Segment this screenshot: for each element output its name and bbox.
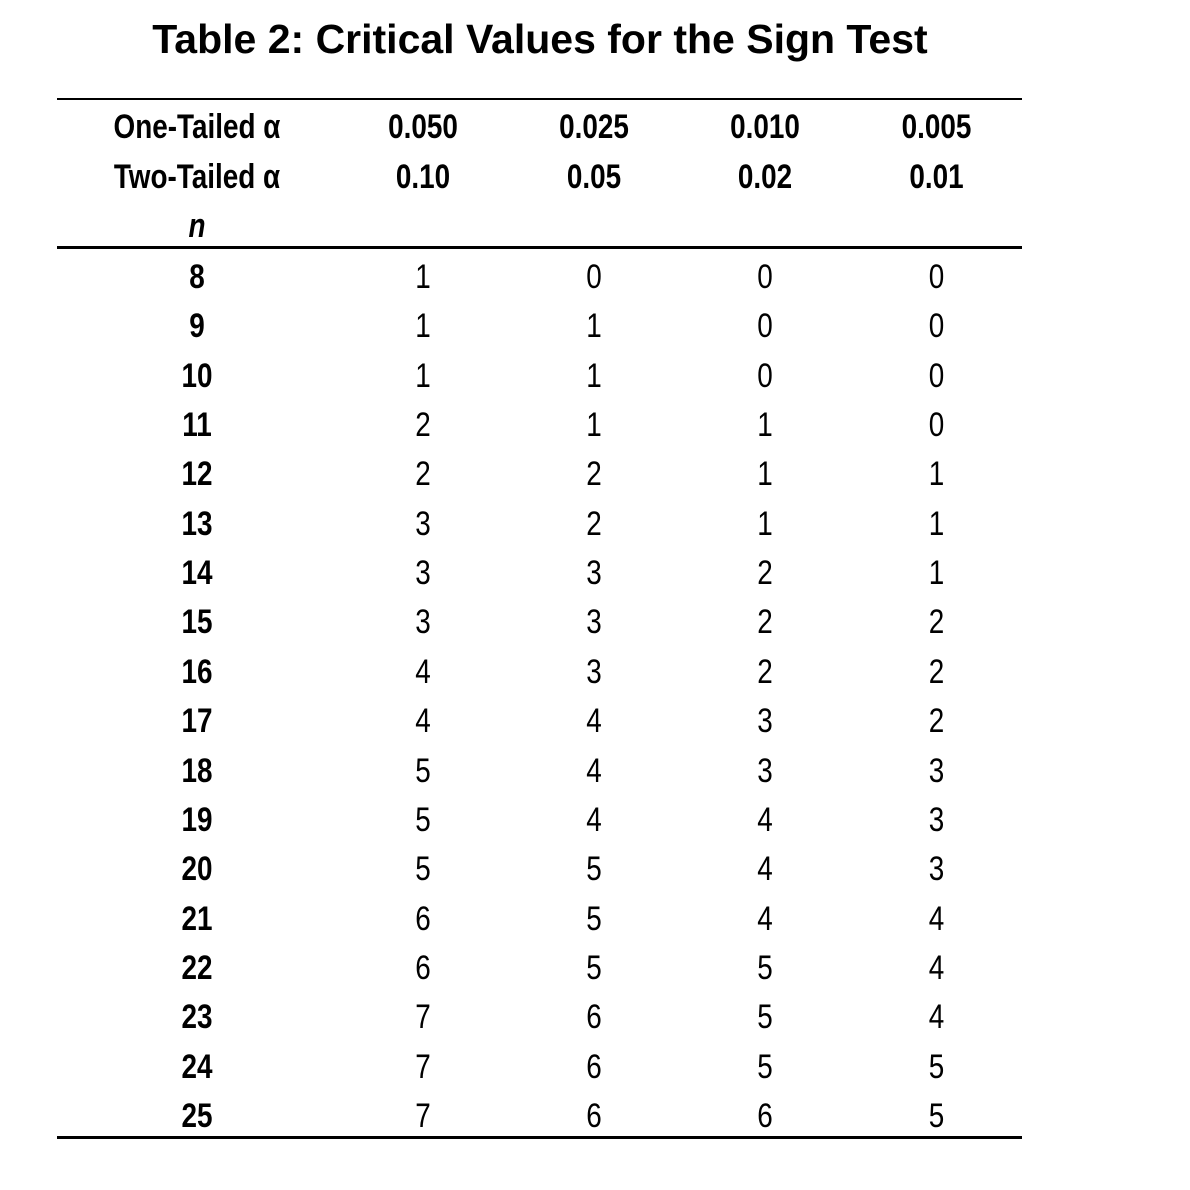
critical-value-cell: 6 — [415, 899, 431, 938]
critical-value-cell: 0 — [928, 307, 945, 346]
table-row — [57, 943, 1022, 993]
critical-value-cell: 3 — [928, 800, 945, 839]
one-tailed-alpha-value: 0.025 — [559, 108, 629, 146]
critical-value-cell: 4 — [928, 948, 945, 987]
critical-value-cell: 2 — [757, 554, 773, 593]
critical-value-cell: 5 — [415, 800, 431, 839]
critical-value-cell: 1 — [928, 554, 945, 593]
table-row — [57, 400, 1022, 450]
two-tailed-alpha-label: Two-Tailed α — [113, 158, 281, 196]
table-row — [57, 351, 1022, 401]
sample-size-cell: 12 — [181, 455, 213, 494]
header-row-one-tailed — [57, 102, 1022, 152]
one-tailed-alpha-label: One-Tailed α — [113, 108, 281, 146]
critical-value-cell: 1 — [415, 307, 431, 346]
two-tailed-alpha-value: 0.10 — [395, 158, 451, 196]
critical-value-cell: 2 — [928, 652, 945, 691]
table-row — [57, 746, 1022, 796]
critical-value-cell: 5 — [757, 1047, 773, 1086]
critical-value-cell: 0 — [757, 307, 773, 346]
header-row-n — [57, 201, 1022, 251]
page-title: Table 2: Critical Values for the Sign Test — [152, 16, 928, 62]
sample-size-cell: 20 — [181, 850, 213, 889]
critical-value-cell: 4 — [586, 702, 602, 741]
critical-value-cell: 1 — [586, 406, 602, 445]
two-tailed-alpha-value: 0.01 — [909, 158, 964, 196]
critical-value-cell: 5 — [586, 948, 602, 987]
table-row — [57, 647, 1022, 697]
critical-value-cell: 4 — [415, 652, 431, 691]
header-separator-rule — [57, 246, 1022, 249]
critical-value-cell: 6 — [586, 1096, 602, 1135]
table-row — [57, 992, 1022, 1042]
sample-size-cell: 21 — [181, 899, 213, 938]
sample-size-cell: 22 — [181, 948, 213, 987]
critical-value-cell: 5 — [928, 1096, 945, 1135]
critical-value-cell: 7 — [415, 998, 431, 1037]
header-row-two-tailed — [57, 152, 1022, 202]
table-row — [57, 696, 1022, 746]
critical-value-cell: 5 — [415, 850, 431, 889]
critical-value-cell: 5 — [586, 899, 602, 938]
one-tailed-alpha-value: 0.005 — [901, 108, 972, 146]
table-row — [57, 499, 1022, 549]
sample-size-cell: 25 — [181, 1096, 213, 1135]
critical-value-cell: 3 — [586, 554, 602, 593]
critical-value-cell: 1 — [757, 504, 773, 543]
table-row — [57, 301, 1022, 351]
critical-value-cell: 6 — [415, 948, 431, 987]
critical-value-cell: 4 — [586, 800, 602, 839]
table-row — [57, 1042, 1022, 1092]
critical-value-cell: 5 — [928, 1047, 945, 1086]
table-row — [57, 795, 1022, 845]
critical-value-cell: 4 — [757, 800, 773, 839]
critical-value-cell: 4 — [415, 702, 431, 741]
critical-value-cell: 2 — [757, 603, 773, 642]
critical-value-cell: 3 — [757, 702, 773, 741]
two-tailed-alpha-value: 0.02 — [737, 158, 793, 196]
critical-value-cell: 7 — [415, 1096, 431, 1135]
critical-value-cell: 0 — [928, 356, 945, 395]
critical-value-cell: 3 — [415, 603, 431, 642]
critical-value-cell: 2 — [415, 406, 431, 445]
critical-value-cell: 2 — [928, 702, 945, 741]
critical-value-cell: 0 — [757, 356, 773, 395]
critical-value-cell: 3 — [415, 554, 431, 593]
critical-value-cell: 2 — [415, 455, 431, 494]
critical-value-cell: 1 — [586, 307, 602, 346]
table-row — [57, 597, 1022, 647]
critical-value-cell: 3 — [586, 652, 602, 691]
critical-value-cell: 5 — [757, 998, 773, 1037]
critical-value-cell: 1 — [586, 356, 602, 395]
critical-value-cell: 4 — [928, 998, 945, 1037]
n-column-label: n — [188, 207, 206, 245]
sample-size-cell: 18 — [181, 751, 213, 790]
sample-size-cell: 13 — [181, 504, 213, 543]
critical-value-cell: 0 — [928, 258, 945, 296]
table-row — [57, 252, 1022, 302]
critical-value-cell: 0 — [757, 258, 773, 296]
table-row — [57, 844, 1022, 894]
one-tailed-alpha-value: 0.010 — [730, 108, 800, 146]
critical-value-cell: 3 — [415, 504, 431, 543]
critical-value-cell: 4 — [757, 899, 773, 938]
critical-value-cell: 1 — [415, 356, 431, 395]
critical-value-cell: 2 — [586, 455, 602, 494]
table-row — [57, 548, 1022, 598]
critical-value-cell: 2 — [586, 504, 602, 543]
critical-value-cell: 5 — [586, 850, 602, 889]
critical-value-cell: 4 — [928, 899, 945, 938]
critical-value-cell: 1 — [757, 455, 773, 494]
sample-size-cell: 24 — [181, 1047, 213, 1086]
sample-size-cell: 17 — [181, 702, 213, 741]
one-tailed-alpha-value: 0.050 — [388, 108, 458, 146]
critical-value-cell: 2 — [757, 652, 773, 691]
critical-value-cell: 5 — [415, 751, 431, 790]
critical-value-cell: 3 — [928, 751, 945, 790]
critical-value-cell: 7 — [415, 1047, 431, 1086]
sample-size-cell: 10 — [181, 356, 213, 395]
critical-value-cell: 2 — [928, 603, 945, 642]
sample-size-cell: 15 — [181, 603, 213, 642]
critical-value-cell: 1 — [928, 504, 945, 543]
critical-value-cell: 6 — [586, 998, 602, 1037]
two-tailed-alpha-value: 0.05 — [566, 158, 622, 196]
table-top-rule — [57, 98, 1022, 100]
critical-value-cell: 3 — [757, 751, 773, 790]
sample-size-cell: 23 — [181, 998, 213, 1037]
table-bottom-rule — [57, 1136, 1022, 1139]
critical-value-cell: 1 — [415, 258, 431, 296]
critical-value-cell: 1 — [928, 455, 945, 494]
critical-value-cell: 5 — [757, 948, 773, 987]
critical-value-cell: 6 — [757, 1096, 773, 1135]
critical-value-cell: 3 — [586, 603, 602, 642]
critical-value-cell: 4 — [586, 751, 602, 790]
sample-size-cell: 9 — [189, 307, 205, 346]
sample-size-cell: 16 — [181, 652, 213, 691]
critical-value-cell: 4 — [757, 850, 773, 889]
critical-value-cell: 1 — [757, 406, 773, 445]
sample-size-cell: 11 — [182, 406, 212, 445]
table-row — [57, 1091, 1022, 1141]
table-row — [57, 449, 1022, 499]
sample-size-cell: 14 — [181, 554, 213, 593]
critical-value-cell: 6 — [586, 1047, 602, 1086]
critical-value-cell: 0 — [928, 406, 945, 445]
table-row — [57, 894, 1022, 944]
sample-size-cell: 19 — [181, 800, 213, 839]
critical-value-cell: 3 — [928, 850, 945, 889]
critical-value-cell: 0 — [586, 258, 602, 296]
sample-size-cell: 8 — [189, 258, 205, 296]
